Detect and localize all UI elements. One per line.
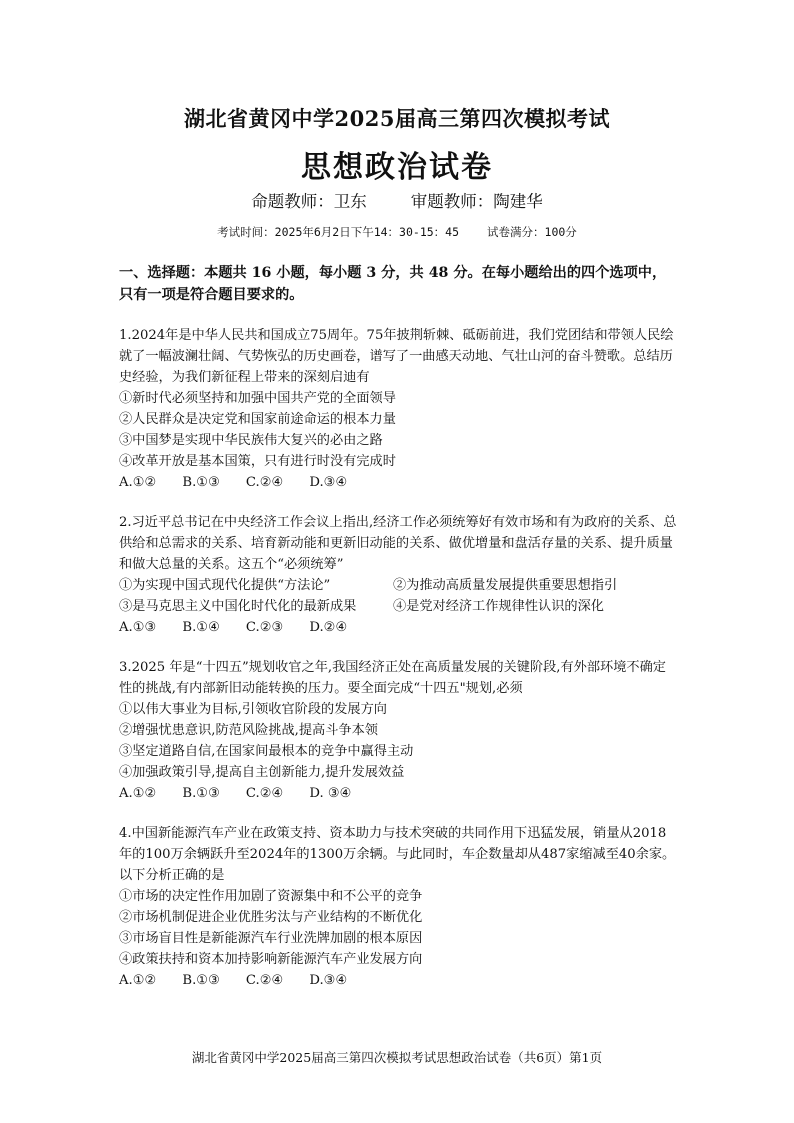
answer-a: A.①③ (119, 620, 157, 635)
answer-d: D.③④ (309, 475, 348, 490)
option-4: ④政策扶持和资本加持影响新能源汽车产业发展方向 (119, 952, 423, 967)
option-2: ②为推动高质量发展提供重要思想指引 (393, 578, 618, 593)
answer-a: A.①② (119, 475, 157, 490)
question-4 (119, 823, 679, 991)
option-3: ③坚定道路自信,在国家间最根本的竞争中赢得主动 (119, 744, 414, 759)
answer-c: C.②④ (245, 475, 284, 490)
option-3: ③市场盲目性是新能源汽车行业洗牌加剧的根本原因 (119, 931, 423, 946)
answer-choices (119, 970, 679, 991)
subject-title: 思想政治试卷 (301, 150, 493, 185)
option-4: ④改革开放是基本国策，只有进行时没有完成时 (119, 454, 396, 469)
answer-b: B.①③ (182, 786, 220, 801)
option-1: ①市场的决定性作用加剧了资源集中和不公平的竞争 (119, 889, 423, 904)
option-2: ②增强忧患意识,防范风险挑战,提高斗争本领 (119, 723, 378, 738)
answer-choices (119, 783, 679, 804)
page-footer: 湖北省黄冈中学2025届高三第四次模拟考试思想政治试卷（共6页）第1页 (191, 1050, 603, 1065)
question-stem: 1.2024年是中华人民共和国成立75周年。75年披荆斩棘、砥砺前进，我们党团结和带领人民绘就了一幅波澜壮阔、气势恢弘的历史画卷，谱写了一曲感天动地、气壮山河的奋斗赞歌。总结历史经验，为我们新征程上带来的深刻启迪有 (119, 328, 674, 385)
option-4: ④是党对经济工作规律性认识的深化 (393, 599, 604, 614)
answer-b: B.①④ (182, 620, 220, 635)
question-stem: 4.中国新能源汽车产业在政策支持、资本助力与技术突破的共同作用下迅猛发展，销量从2018年的100万余辆跃升至2024年的1300万余辆。与此同时，车企数量却从487家缩减至40余家。以下分析正确的是 (119, 826, 676, 883)
full-score: 试卷满分：100分 (487, 225, 577, 239)
answer-b: B.①③ (182, 475, 220, 490)
question-1 (119, 325, 679, 493)
option-1: ①新时代必须坚持和加强中国共产党的全面领导 (119, 391, 396, 406)
answer-c: C.②④ (245, 786, 284, 801)
option-1: ①为实现中国式现代化提供“方法论” (119, 578, 331, 593)
teacher-line (0, 188, 794, 212)
option-1: ①以伟大事业为目标,引领收官阶段的发展方向 (119, 702, 387, 717)
setter-name: 命题教师：卫东 (251, 192, 367, 211)
answer-a: A.①② (119, 973, 157, 988)
exam-time: 考试时间：2025年6月2日下午14：30-15：45 (217, 225, 460, 239)
answer-b: B.①③ (182, 973, 220, 988)
exam-info-line (0, 224, 794, 240)
option-2: ②人民群众是决定党和国家前途命运的根本力量 (119, 412, 396, 427)
option-3: ③中国梦是实现中华民族伟大复兴的必由之路 (119, 433, 383, 448)
option-row (119, 596, 679, 617)
option-2: ②市场机制促进企业优胜劣汰与产业结构的不断优化 (119, 910, 423, 925)
answer-d: D.③④ (309, 973, 348, 988)
answer-d: D.②④ (309, 620, 348, 635)
answer-a: A.①② (119, 786, 157, 801)
question-stem: 2.习近平总书记在中央经济工作会议上指出,经济工作必须统筹好有效市场和有为政府的关系、总供给和总需求的关系、培育新动能和更新旧动能的关系、做优增量和盘活存量的关系、提升质量和做大总量的关系。这五个“必须统筹” (119, 515, 677, 572)
answer-c: C.②④ (245, 973, 284, 988)
section-heading: 一、选择题：本题共 16 小题，每小题 3 分，共 48 分。在每小题给出的四个选项中，只有一项是符合题目要求的。 (119, 265, 667, 303)
answer-d: D. ③④ (309, 786, 352, 801)
question-2 (119, 512, 679, 638)
answer-c: C.②③ (245, 620, 284, 635)
answer-choices (119, 617, 679, 638)
answer-choices (119, 472, 679, 493)
question-3 (119, 657, 679, 804)
option-row (119, 575, 679, 596)
option-3: ③是马克思主义中国化时代化的最新成果 (119, 599, 357, 614)
reviewer-name: 审题教师：陶建华 (410, 192, 543, 211)
option-4: ④加强政策引导,提高自主创新能力,提升发展效益 (119, 765, 405, 780)
question-stem: 3.2025 年是“十四五”规划收官之年,我国经济正处在高质量发展的关键阶段,有外部环境不确定性的挑战,有内部新旧动能转换的压力。要全面完成“十四五"规划,必须 (119, 660, 666, 696)
exam-title: 湖北省黄冈中学2025届高三第四次模拟考试 (184, 106, 610, 131)
